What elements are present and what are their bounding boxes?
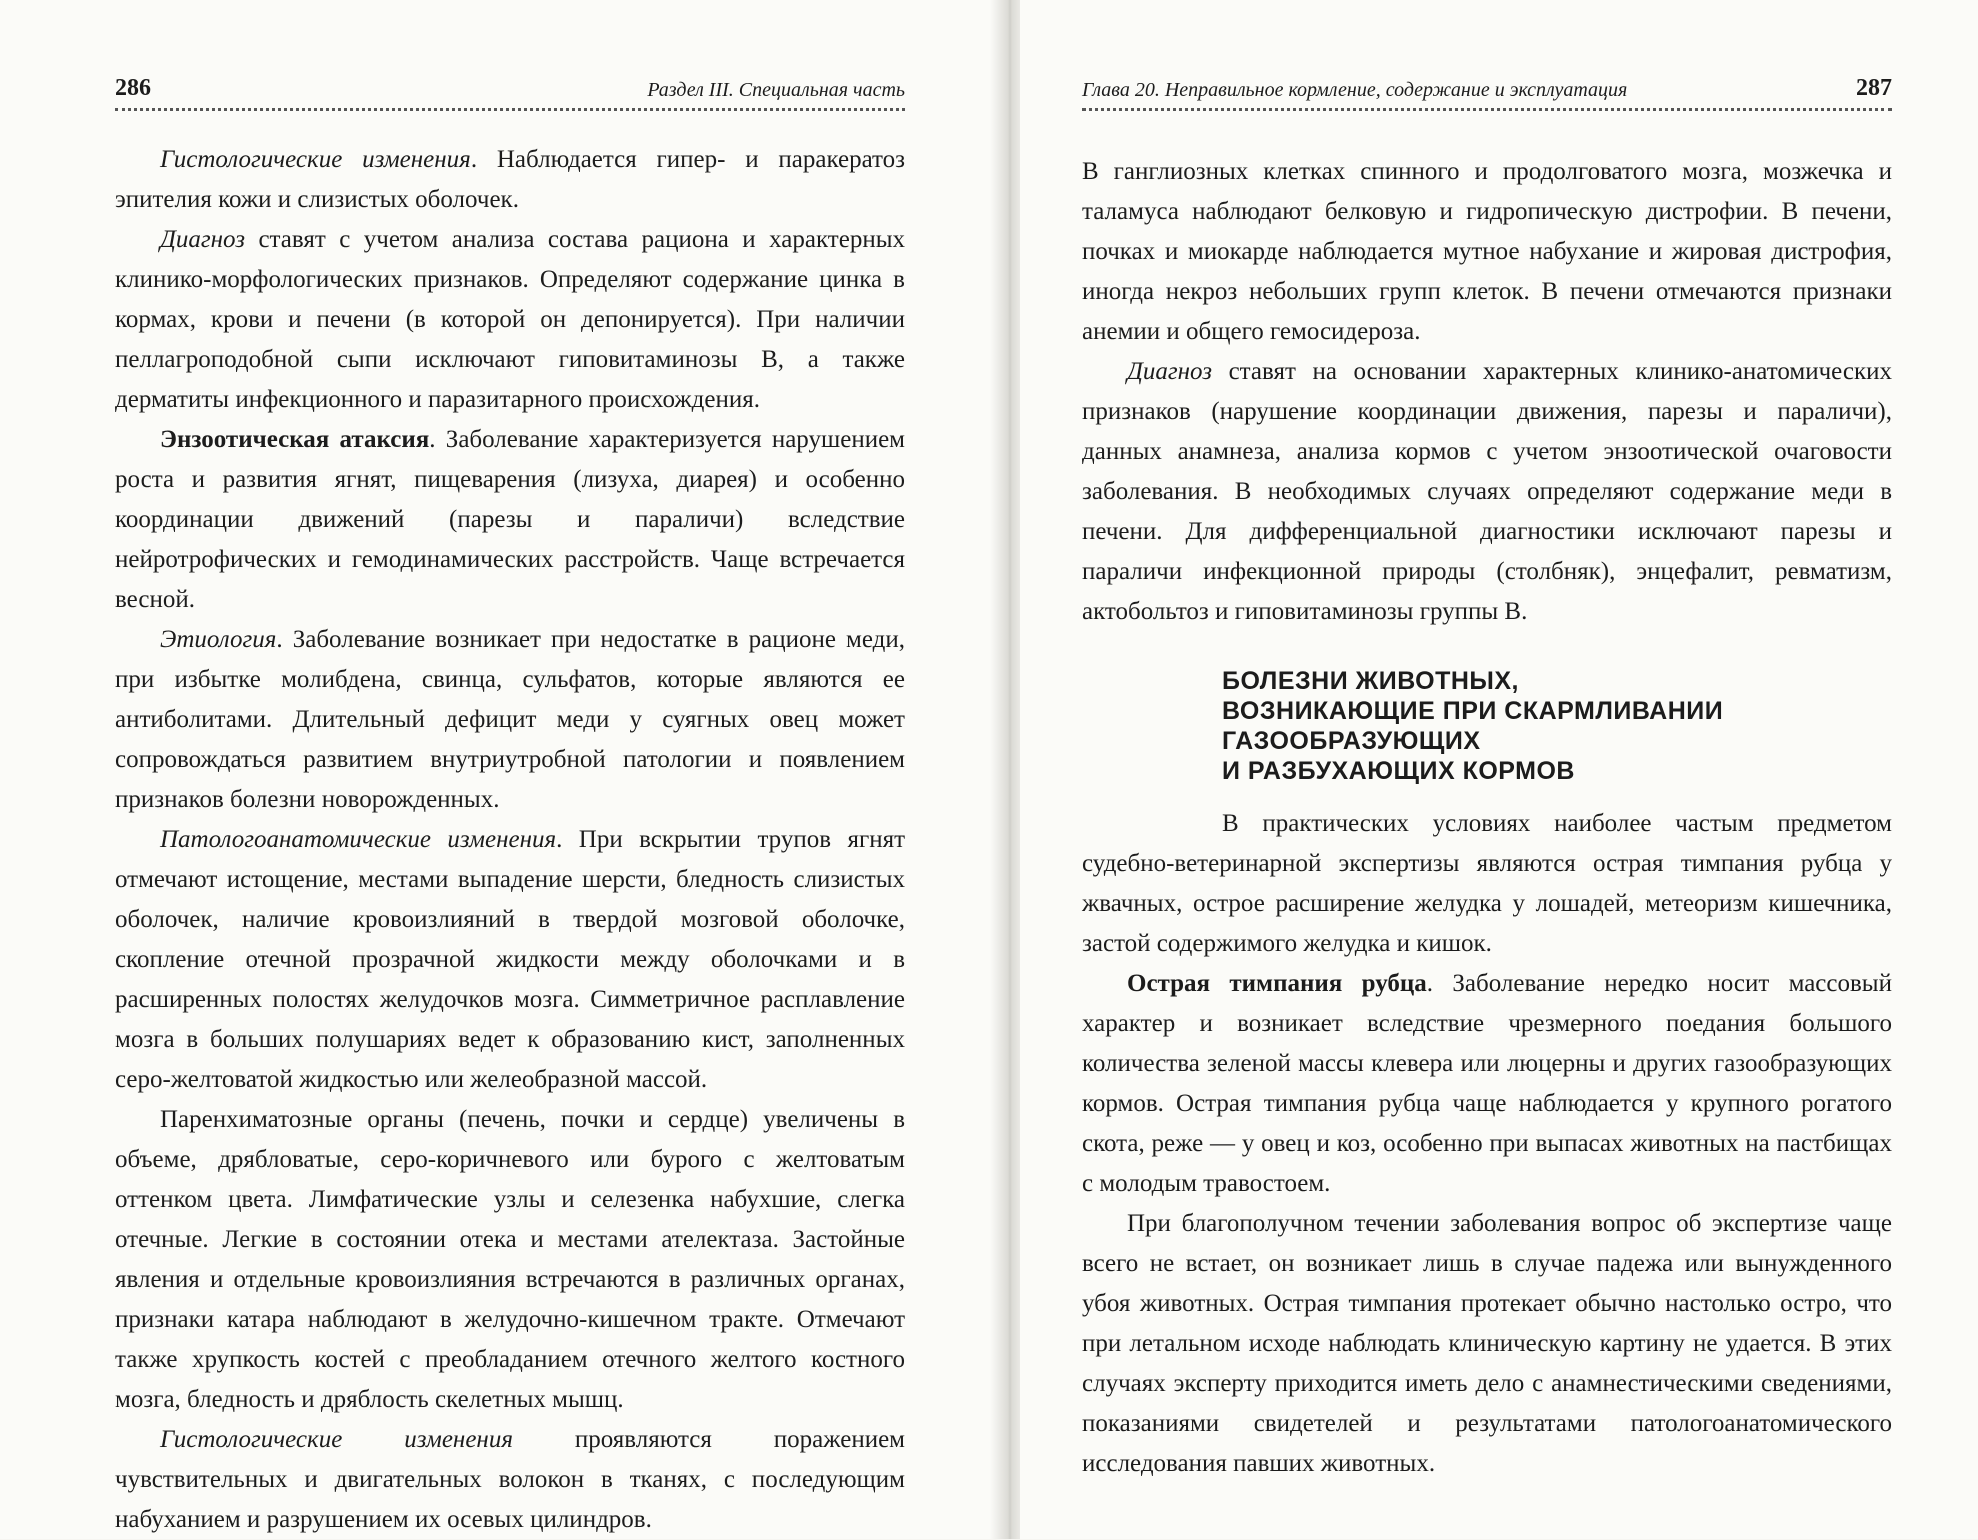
paragraph-lead: Этиология (160, 626, 277, 653)
paragraph-text: . Заболевание нередко носит массовый характер и возникает вследствие чрезмерного поедания большого количества зеленой массы клевера или люцерны и других газообразующих кормов. Острая тимпания рубца чаще наблюдается у крупного рогатого скота, реже — у овец и коз, особенно при выпасах животных на пастбищах с молодым травостоем. (1082, 970, 1892, 1197)
paragraph-lead: Диагноз (1127, 358, 1212, 385)
paragraph (115, 620, 905, 820)
paragraph-lead: Патологоанатомические изменения (160, 826, 557, 853)
right-page-body (1082, 152, 1892, 1484)
page-number-right: 287 (1856, 75, 1892, 101)
paragraph (115, 1100, 905, 1420)
section-title-line: ГАЗООБРАЗУЮЩИХ (1222, 727, 1481, 755)
paragraph-lead: Энзоотическая атаксия (160, 426, 430, 453)
left-page-header (115, 56, 905, 111)
paragraph-text: Паренхиматозные органы (печень, почки и сердце) увеличены в объеме, дрябловатые, серо-коричневого или бурого с желтоватым оттенком цвета. Лимфатические узлы и селезенка набухшие, слегка отечные. Легкие в состоянии отека и местами ателектаза. Застойные явления и отдельные кровоизлияния встречаются в различных органах, признаки катара наблюдают в желудочно-кишечном тракте. Отмечают также хрупкость костей с преобладанием отечного желтого костного мозга, бледность и дряблость скелетных мышц. (115, 1106, 905, 1413)
paragraph-text: проявляются поражением чувствительных и двигательных волокон в тканях, с последующим набуханием и разрушением их осевых цилиндров. (115, 1426, 905, 1533)
paragraph (1082, 352, 1892, 632)
paragraph-text: В ганглиозных клетках спинного и продолговатого мозга, мозжечка и таламуса наблюдают белковую и гидропическую дистрофии. В печени, почках и миокарде наблюдается мутное набухание и жировая дистрофия, иногда некроз небольших групп клеток. В печени отмечаются признаки анемии и общего гемосидероза. (1082, 158, 1892, 345)
section-title-line: БОЛЕЗНИ ЖИВОТНЫХ, (1222, 667, 1520, 695)
paragraph-lead: Гистологические изменения (160, 1426, 513, 1453)
paragraph (115, 140, 905, 220)
paragraph (1082, 804, 1892, 964)
running-head-right: Глава 20. Неправильное кормление, содержание и эксплуатация (1082, 79, 1628, 101)
paragraph-text: . Заболевание характеризуется нарушением роста и развития ягнят, пищеварения (лизуха, диарея) и особенно координации движений (парезы и параличи) вследствие нейротрофических и гемодинамических расстройств. Чаще встречается весной. (115, 426, 906, 613)
paragraph-text: При благополучном течении заболевания вопрос об экспертизе чаще всего не встает, он возникает лишь в случае падежа или вынужденного убоя животных. Острая тимпания протекает обычно настолько остро, что при летальном исходе наблюдать клиническую картину не удается. В этих случаях эксперту приходится иметь дело с анамнестическими сведениями, показаниями свидетелей и результатами патологоанатомического исследования павших животных. (1082, 1210, 1892, 1477)
right-page-header (1082, 56, 1892, 111)
paragraph (1082, 964, 1892, 1204)
paragraph-text: В практических условиях наиболее частым предметом судебно-ветеринарной экспертизы являются острая тимпания рубца у жвачных, острое расширение желудка у лошадей, метеоризм кишечника, застой содержимого желудка и кишок. (1082, 810, 1892, 957)
paragraph-lead: Диагноз (160, 226, 245, 253)
paragraph-lead: Гистологические изменения (160, 146, 471, 173)
section-title-line: И РАЗБУХАЮЩИХ КОРМОВ (1222, 757, 1575, 785)
paragraph (115, 220, 905, 420)
section-title (1222, 666, 1892, 786)
paragraph (1082, 152, 1892, 352)
paragraph-lead: Острая тимпания рубца (1127, 970, 1427, 997)
paragraph (115, 1420, 905, 1540)
right-page (1020, 0, 1978, 1539)
page-number-left: 286 (115, 75, 151, 101)
paragraph-text: . Наблюдается гипер- и паракератоз эпителия кожи и слизистых оболочек. (115, 146, 906, 213)
paragraph-text: . Заболевание возникает при недостатке в рационе меди, при избытке молибдена, свинца, сульфатов, которые являются ее антиболитами. Длительный дефицит меди у суягных овец может сопровождаться развитием внутриутробной патологии и появлением признаков болезни новорожденных. (115, 626, 905, 813)
left-page-body (115, 140, 905, 1540)
paragraph-text: ставят на основании характерных клинико-анатомических признаков (нарушение координации движения, парезы и параличи), данных анамнеза, анализа кормов с учетом энзоотической очаговости заболевания. В необходимых случаях определяют содержание меди в печени. Для дифференциальной диагностики исключают парезы и параличи инфекционной природы (столбняк), энцефалит, ревматизм, актобольтоз и гиповитаминозы группы В. (1082, 358, 1892, 625)
section-title-line: ВОЗНИКАЮЩИЕ ПРИ СКАРМЛИВАНИИ (1222, 697, 1724, 725)
paragraph (115, 820, 905, 1100)
paragraph-text: . При вскрытии трупов ягнят отмечают истощение, местами выпадение шерсти, бледность слизистых оболочек, наличие кровоизлияний в твердой мозговой оболочке, скопление отечной прозрачной жидкости между оболочками и в расширенных полостях желудочков мозга. Симметричное расплавление мозга в больших полушариях ведет к образованию кист, заполненных серо-желтоватой жидкостью или желеобразной массой. (115, 826, 905, 1093)
paragraph (1082, 1204, 1892, 1484)
paragraph (115, 420, 905, 620)
running-head-left: Раздел III. Специальная часть (647, 79, 905, 101)
paragraph-text: ставят с учетом анализа состава рациона и характерных клинико-морфологических признаков. Определяют содержание цинка в кормах, крови и печени (в которой он депонируется). При наличии пеллагроподобной сыпи исключают гиповитаминозы В, а также дерматиты инфекционного и паразитарного происхождения. (115, 226, 905, 413)
